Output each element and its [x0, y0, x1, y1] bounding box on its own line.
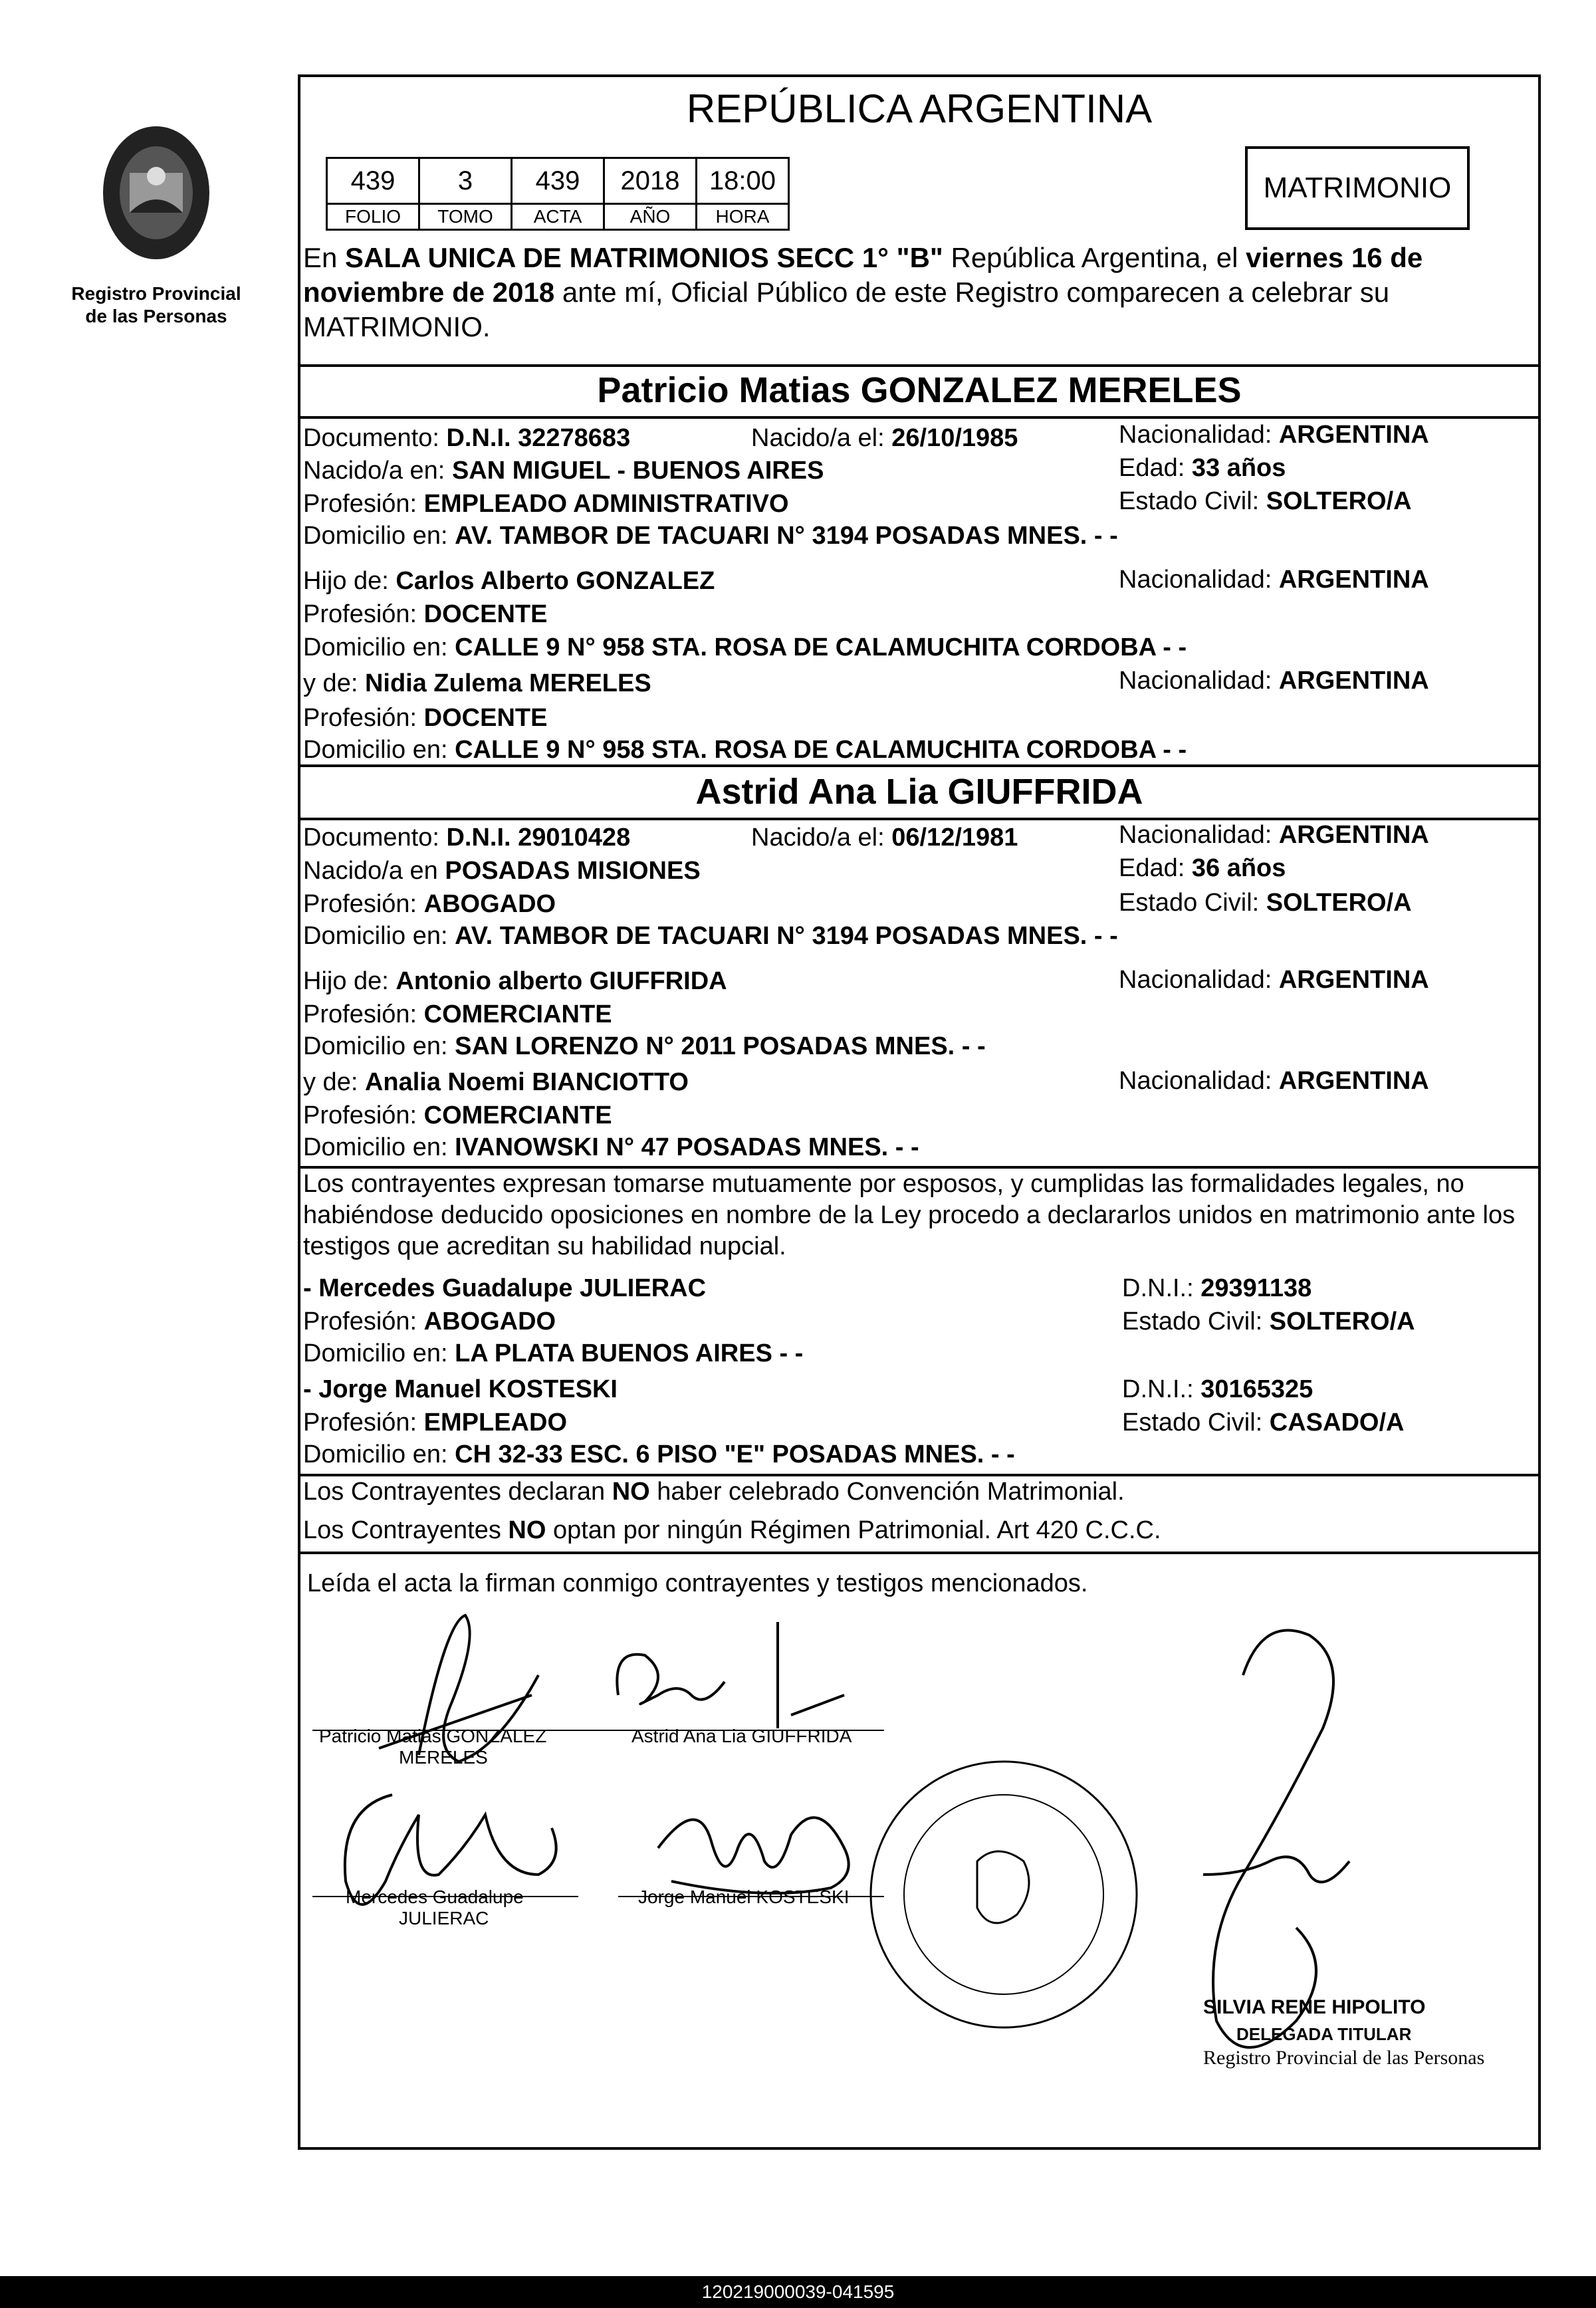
- c2-estado-civil: [1119, 888, 1412, 917]
- value: Carlos Alberto GONZALEZ: [396, 567, 715, 595]
- value: EMPLEADO: [423, 1409, 568, 1437]
- value: LA PLATA BUENOS AIRES - -: [455, 1339, 804, 1367]
- sig-label-line: MERELES: [399, 1747, 488, 1768]
- label: Nacido/a el:: [751, 824, 885, 852]
- c2-nacido-el: [751, 823, 1018, 852]
- value: AV. TAMBOR DE TACUARI N° 3194 POSADAS MNES. - -: [455, 922, 1118, 950]
- acta-label: ACTA: [512, 204, 604, 230]
- registry-logo-label-1: Registro Provincial: [71, 283, 241, 304]
- value: ABOGADO: [423, 1308, 556, 1335]
- sig-label-c1: [319, 1726, 546, 1768]
- label: Documento:: [303, 824, 439, 852]
- value: ARGENTINA: [1278, 821, 1429, 849]
- t2-domicilio: [303, 1440, 1015, 1469]
- label: Domicilio en:: [303, 1032, 448, 1060]
- value: DOCENTE: [423, 600, 548, 628]
- value: CH 32-33 ESC. 6 PISO "E" POSADAS MNES. - -: [455, 1441, 1015, 1468]
- year-label: AÑO: [604, 204, 697, 230]
- c2-padre-domicilio: [303, 1032, 986, 1061]
- hour-label: HORA: [697, 204, 789, 230]
- c1-documento: [303, 423, 630, 453]
- c1-padre-nacionalidad: [1119, 565, 1429, 594]
- label: Edad:: [1119, 854, 1185, 882]
- value: 29391138: [1200, 1274, 1312, 1302]
- value: D.N.I. 32278683: [446, 424, 631, 452]
- registry-logo: [60, 113, 253, 328]
- official-stamp: [871, 1762, 1137, 2027]
- year-value: 2018: [604, 158, 697, 204]
- label: Domicilio en:: [303, 1339, 448, 1367]
- label: Profesión:: [303, 704, 417, 732]
- c2-padre-nacionalidad: [1119, 965, 1429, 994]
- official-title: DELEGADA TITULAR: [1236, 2024, 1412, 2044]
- label: Nacionalidad:: [1119, 421, 1272, 449]
- label: Estado Civil:: [1119, 889, 1260, 917]
- t2-profesion: [303, 1408, 567, 1437]
- official-name: SILVIA RENE HIPOLITO: [1203, 1996, 1426, 2018]
- folio-label: FOLIO: [327, 204, 419, 230]
- label: Nacionalidad:: [1119, 821, 1272, 849]
- intro-place: SALA UNICA DE MATRIMONIOS SECC 1° "B": [345, 242, 943, 273]
- t2-name: [303, 1375, 618, 1404]
- acta-value: 439: [512, 158, 604, 204]
- t1-dni: [1122, 1274, 1311, 1303]
- c2-documento: [303, 823, 630, 852]
- c2-padre: [303, 967, 727, 996]
- label: Profesión:: [303, 890, 417, 918]
- declaration-paragraph: Los contrayentes expresan tomarse mutuamente por esposos, y cumplidas las formalidades legales, no habiéndose deducido oposiciones en nombre de la Ley procedo a declararlos unidos en matrimonio ante los testigos que acreditan su habilidad nupcial.: [303, 1170, 1516, 1260]
- text: Los Contrayentes: [303, 1516, 509, 1544]
- label: Domicilio en:: [303, 922, 448, 950]
- value: AV. TAMBOR DE TACUARI N° 3194 POSADAS MNES. - -: [455, 522, 1118, 550]
- document-id-bar: 120219000039-041595: [0, 2276, 1596, 2308]
- closing-line: Leída el acta la firman conmigo contrayentes y testigos mencionados.: [307, 1569, 1088, 1597]
- value: CALLE 9 N° 958 STA. ROSA DE CALAMUCHITA CORDOBA - -: [455, 634, 1187, 661]
- c2-madre-domicilio: [303, 1133, 919, 1162]
- signature-oficial: [1203, 1631, 1349, 2048]
- label: Nacionalidad:: [1119, 667, 1272, 695]
- value: EMPLEADO ADMINISTRATIVO: [423, 490, 789, 518]
- value: CASADO/A: [1269, 1409, 1405, 1437]
- t1-profesion: [303, 1307, 556, 1336]
- text: haber celebrado Convención Matrimonial.: [649, 1478, 1125, 1506]
- sig-label-t2: Jorge Manuel KOSTESKI: [638, 1887, 850, 1907]
- document-title: REPÚBLICA ARGENTINA: [686, 86, 1153, 131]
- label: Domicilio en:: [303, 736, 448, 764]
- c1-madre-domicilio: [303, 735, 1187, 764]
- t2-estado-civil: [1122, 1408, 1404, 1437]
- sig-label-line: Mercedes Guadalupe: [346, 1887, 524, 1907]
- label: Documento:: [303, 424, 439, 452]
- t1-name: [303, 1274, 706, 1303]
- label: Domicilio en:: [303, 1441, 448, 1468]
- label: Nacionalidad:: [1119, 1067, 1272, 1095]
- label: Domicilio en:: [303, 634, 448, 661]
- c2-profesion: [303, 889, 556, 919]
- registry-table: [326, 157, 790, 231]
- c1-padre-domicilio: [303, 633, 1187, 662]
- c2-padre-profesion: [303, 1000, 612, 1029]
- value: - Mercedes Guadalupe JULIERAC: [303, 1274, 707, 1302]
- text: optan por ningún Régimen Patrimonial. Art 420 C.C.C.: [546, 1516, 1161, 1544]
- t2-dni: [1122, 1375, 1313, 1404]
- value: - Jorge Manuel KOSTESKI: [303, 1375, 618, 1403]
- official-registry: Registro Provincial de las Personas: [1203, 2047, 1485, 2069]
- c1-madre-profesion: [303, 703, 547, 733]
- value: 30165325: [1200, 1375, 1313, 1403]
- sig-label-c2: Astrid Ana Lia GIUFFRIDA: [631, 1726, 852, 1746]
- t1-estado-civil: [1122, 1307, 1415, 1336]
- label: Nacionalidad:: [1119, 966, 1272, 994]
- c2-madre-profesion: [303, 1101, 612, 1130]
- intro-text: República Argentina, el: [943, 242, 1246, 273]
- contrayente2-name: Astrid Ana Lia GIUFFRIDA: [695, 772, 1143, 812]
- province-seal-icon: [90, 113, 223, 279]
- label: Domicilio en:: [303, 522, 448, 550]
- c2-domicilio: [303, 921, 1118, 951]
- convencion-line: [303, 1477, 1125, 1506]
- value: DOCENTE: [423, 704, 548, 732]
- label: Edad:: [1119, 454, 1185, 482]
- value: ARGENTINA: [1278, 421, 1429, 449]
- label: Hijo de:: [303, 967, 389, 995]
- act-type-box: MATRIMONIO: [1245, 146, 1470, 230]
- c1-padre: [303, 566, 715, 596]
- label: y de:: [303, 1068, 358, 1096]
- value: 06/12/1981: [891, 824, 1018, 852]
- divider: [298, 1552, 1541, 1554]
- label: Nacionalidad:: [1119, 566, 1272, 594]
- value: SOLTERO/A: [1266, 487, 1412, 515]
- sig-label-t1: [346, 1887, 524, 1929]
- label: Estado Civil:: [1122, 1308, 1263, 1335]
- value: 33 años: [1191, 454, 1286, 482]
- label: D.N.I.:: [1122, 1375, 1194, 1403]
- value: ARGENTINA: [1278, 966, 1429, 994]
- intro-paragraph: [303, 241, 1534, 344]
- tomo-label: TOMO: [419, 204, 512, 230]
- signature-t2: [658, 1817, 849, 1893]
- label: Nacido/a el:: [751, 424, 885, 452]
- label: y de:: [303, 669, 358, 697]
- label: Estado Civil:: [1122, 1409, 1263, 1437]
- emphasis: NO: [508, 1516, 546, 1544]
- label: Profesión:: [303, 1101, 417, 1129]
- value: 36 años: [1191, 854, 1286, 882]
- hour-value: 18:00: [697, 158, 789, 204]
- c2-madre: [303, 1068, 689, 1097]
- value: SOLTERO/A: [1266, 889, 1412, 917]
- value: COMERCIANTE: [423, 1101, 612, 1129]
- value: COMERCIANTE: [423, 1000, 612, 1028]
- intro-text: ante mí, Oficial Público de este Registro comparecen a celebrar su MATRIMONIO.: [303, 277, 1390, 342]
- c1-estado-civil: [1119, 487, 1412, 516]
- sig-label-line: Patricio Matias GONZALEZ: [319, 1726, 547, 1746]
- value: ARGENTINA: [1278, 667, 1429, 695]
- regimen-line: [303, 1516, 1161, 1545]
- c2-nacido-en: [303, 856, 701, 885]
- folio-value: 439: [327, 158, 419, 204]
- c1-profesion: [303, 489, 789, 519]
- registry-logo-label-2: de las Personas: [85, 306, 227, 326]
- c1-domicilio: [303, 521, 1118, 550]
- intro-date: viernes 16 de noviembre de 2018: [303, 242, 1423, 308]
- divider: [298, 416, 1541, 419]
- value: SAN LORENZO N° 2011 POSADAS MNES. - -: [455, 1032, 986, 1060]
- value: SAN MIGUEL - BUENOS AIRES: [451, 457, 824, 485]
- value: IVANOWSKI N° 47 POSADAS MNES. - -: [455, 1133, 919, 1161]
- intro-text: En: [303, 242, 346, 273]
- t1-domicilio: [303, 1339, 803, 1368]
- label: Profesión:: [303, 1000, 417, 1028]
- label: Estado Civil:: [1119, 487, 1260, 515]
- value: Nidia Zulema MERELES: [364, 669, 651, 697]
- value: Antonio alberto GIUFFRIDA: [396, 967, 727, 995]
- contrayente1-name: Patricio Matias GONZALEZ MERELES: [597, 370, 1242, 410]
- label: Hijo de:: [303, 567, 389, 595]
- value: 26/10/1985: [891, 424, 1018, 452]
- divider: [298, 1474, 1541, 1476]
- text: Los Contrayentes declaran: [303, 1478, 612, 1506]
- c2-madre-nacionalidad: [1119, 1066, 1429, 1096]
- label: Profesión:: [303, 490, 417, 518]
- label: Nacido/a en: [303, 857, 438, 885]
- tomo-value: 3: [419, 158, 512, 204]
- sig-label-line: JULIERAC: [399, 1908, 489, 1928]
- c2-edad: [1119, 854, 1286, 883]
- label: D.N.I.:: [1122, 1274, 1194, 1302]
- c2-nacionalidad: [1119, 820, 1429, 850]
- label: Profesión:: [303, 600, 417, 628]
- c1-madre: [303, 669, 651, 698]
- value: ABOGADO: [423, 890, 556, 918]
- divider: [298, 364, 1541, 367]
- value: SOLTERO/A: [1269, 1308, 1415, 1335]
- c1-nacido-el: [751, 423, 1018, 453]
- c1-madre-nacionalidad: [1119, 666, 1429, 695]
- value: ARGENTINA: [1278, 566, 1429, 594]
- label: Nacido/a en:: [303, 457, 445, 485]
- c1-nacionalidad: [1119, 420, 1429, 449]
- emphasis: NO: [612, 1478, 650, 1506]
- value: CALLE 9 N° 958 STA. ROSA DE CALAMUCHITA CORDOBA - -: [455, 736, 1187, 764]
- c1-edad: [1119, 453, 1286, 483]
- c1-nacido-en: [303, 456, 824, 485]
- value: POSADAS MISIONES: [445, 857, 701, 885]
- label: Domicilio en:: [303, 1133, 448, 1161]
- c1-padre-profesion: [303, 600, 547, 629]
- label: Profesión:: [303, 1409, 417, 1437]
- value: Analia Noemi BIANCIOTTO: [364, 1068, 689, 1096]
- divider: [298, 764, 1541, 767]
- value: ARGENTINA: [1278, 1067, 1429, 1095]
- label: Profesión:: [303, 1308, 417, 1335]
- signature-c2: [617, 1622, 844, 1728]
- value: D.N.I. 29010428: [446, 824, 631, 852]
